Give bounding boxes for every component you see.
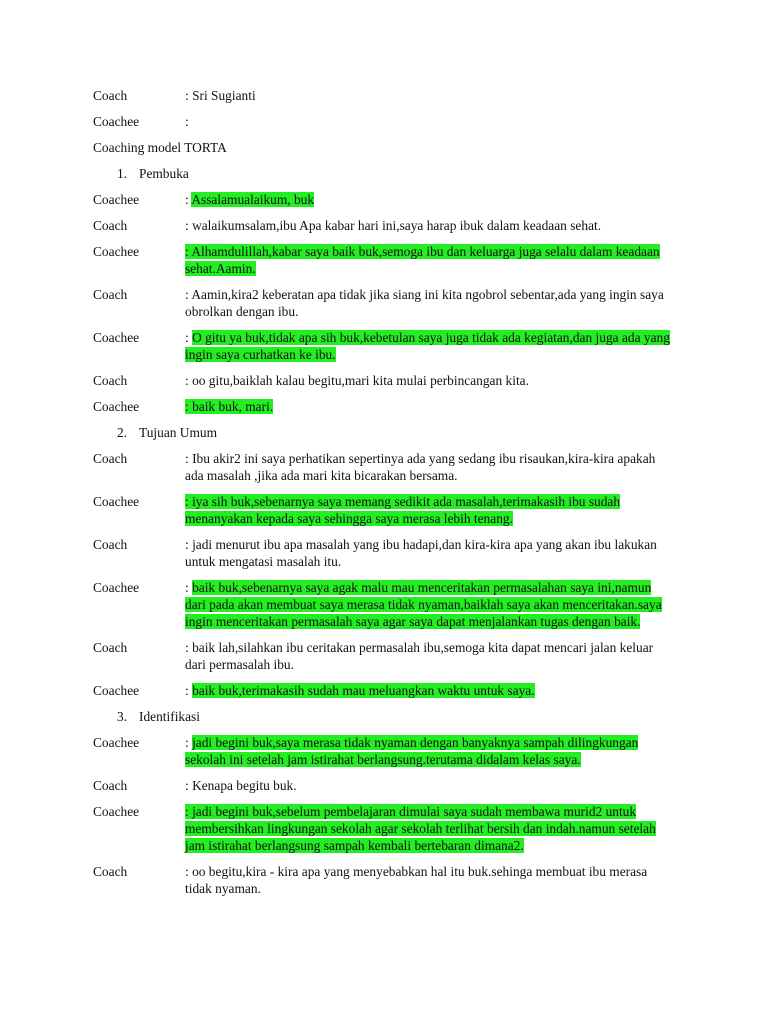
speaker-label: Coach	[93, 373, 128, 388]
speaker-label: Coachee	[93, 683, 140, 698]
dialogue-line	[93, 286, 673, 320]
speaker-label: Coach	[93, 451, 128, 466]
section-title: Identifikasi	[139, 709, 200, 724]
section-title: Tujuan Umum	[139, 425, 218, 440]
highlighted-dialogue-text: baik buk,sebenarnya saya agak malu mau menceritakan permasalahan saya ini,namun dari pada akan membuat saya merasa tidak nyaman,baiklah saya akan menceritakan.saya ingin menceritakan permasalah saya agar saya dapat menjalankan tugas dengan baik.	[185, 580, 662, 629]
coachee-name: :	[185, 114, 189, 129]
dialogue-text-container	[185, 734, 673, 768]
dialogue-text: : Aamin,kira2 keberatan apa tidak jika siang ini kita ngobrol sebentar,ada yang ingin saya obrolkan dengan ibu.	[185, 287, 664, 319]
dialogue-line	[93, 217, 673, 234]
dialogue-text: : Kenapa begitu buk.	[185, 778, 297, 793]
highlighted-dialogue-text: : Alhamdulillah,kabar saya baik buk,semoga ibu dan keluarga juga selalu dalam keadaan sehat.Aamin.	[185, 244, 660, 276]
speaker-label: Coachee	[93, 192, 140, 207]
dialogue-line	[93, 243, 673, 277]
dialogue-line	[93, 863, 673, 897]
dialogue-line	[93, 734, 673, 768]
coaching-model-title: Coaching model TORTA	[93, 140, 227, 155]
highlighted-dialogue-text: baik buk,terimakasih sudah mau meluangkan waktu untuk saya.	[192, 683, 535, 698]
speaker-label: Coachee	[93, 735, 140, 750]
dialogue-line	[93, 450, 673, 484]
highlighted-dialogue-text: : jadi begini buk,sebelum pembelajaran dimulai saya sudah membawa murid2 untuk membersihkan lingkungan sekolah agar sekolah terlihat bersih dan indah.namun setelah jam istirahat berlangsung sampah kembali bertebaran dimana2.	[185, 804, 656, 853]
dialogue-prefix: :	[185, 683, 193, 698]
dialogue-prefix: :	[185, 735, 193, 750]
dialogue-line	[93, 536, 673, 570]
dialogue-text-container	[185, 682, 673, 699]
dialogue-text-container	[185, 329, 673, 363]
dialogue-line	[93, 639, 673, 673]
dialogue-text-container	[185, 493, 673, 527]
dialogue-text: : oo gitu,baiklah kalau begitu,mari kita mulai perbincangan kita.	[185, 373, 529, 388]
dialogue-line	[93, 372, 673, 389]
highlighted-dialogue-text: Assalamualaikum, buk	[191, 192, 315, 207]
coach-label: Coach	[93, 88, 128, 103]
speaker-label: Coachee	[93, 580, 140, 595]
dialogue-line	[93, 398, 673, 415]
dialogue-text-container	[185, 639, 673, 673]
coach-row	[93, 87, 673, 104]
speaker-label: Coachee	[93, 804, 140, 819]
speaker-label: Coach	[93, 287, 128, 302]
dialogue-line	[93, 329, 673, 363]
dialogue-line	[93, 803, 673, 854]
dialogue-text-container	[185, 803, 673, 854]
section-heading	[93, 708, 673, 725]
coachee-row	[93, 113, 673, 130]
dialogue-prefix: :	[185, 580, 193, 595]
dialogue-text-container	[185, 863, 673, 897]
speaker-label: Coach	[93, 218, 128, 233]
dialogue-prefix: :	[185, 192, 192, 207]
dialogue-text-container	[185, 286, 673, 320]
speaker-label: Coach	[93, 778, 128, 793]
speaker-label: Coachee	[93, 399, 140, 414]
speaker-label: Coachee	[93, 494, 140, 509]
document-content	[93, 87, 673, 906]
dialogue-text-container	[185, 217, 673, 234]
dialogue-line	[93, 682, 673, 699]
highlighted-dialogue-text: : baik buk, mari.	[185, 399, 274, 414]
dialogue-line	[93, 777, 673, 794]
section-number: 2.	[117, 425, 128, 440]
dialogue-text-container	[185, 191, 673, 208]
dialogue-text-container	[185, 243, 673, 277]
speaker-label: Coachee	[93, 330, 140, 345]
dialogue-sections	[93, 165, 673, 897]
speaker-label: Coach	[93, 537, 128, 552]
coach-name: : Sri Sugianti	[185, 88, 256, 103]
dialogue-text: : baik lah,silahkan ibu ceritakan permasalah ibu,semoga kita dapat mencari jalan keluar dari permasalah ibu.	[185, 640, 654, 672]
section-number: 3.	[117, 709, 128, 724]
highlighted-dialogue-text: jadi begini buk,saya merasa tidak nyaman dengan banyaknya sampah dilingkungan sekolah ini setelah jam istirahat berlangsung.terutama didalam kelas saya.	[185, 735, 639, 767]
dialogue-text: : Ibu akir2 ini saya perhatikan sepertinya ada yang sedang ibu risaukan,kira-kira apakah ada masalah ,jika ada mari kita bicarakan bersama.	[185, 451, 656, 483]
section-number: 1.	[117, 166, 128, 181]
dialogue-prefix: :	[185, 330, 193, 345]
dialogue-line	[93, 493, 673, 527]
dialogue-text: : walaikumsalam,ibu Apa kabar hari ini,saya harap ibuk dalam keadaan sehat.	[185, 218, 602, 233]
dialogue-text-container	[185, 398, 673, 415]
speaker-label: Coachee	[93, 244, 140, 259]
dialogue-line	[93, 579, 673, 630]
dialogue-text-container	[185, 372, 673, 389]
dialogue-text-container	[185, 536, 673, 570]
dialogue-text: : oo begitu,kira - kira apa yang menyebabkan hal itu buk.sehinga membuat ibu merasa tidak nyaman.	[185, 864, 648, 896]
highlighted-dialogue-text: : iya sih buk,sebenarnya saya memang sedikit ada masalah,terimakasih ibu sudah menanyakan kepada saya sehingga saya merasa lebih tenang.	[185, 494, 621, 526]
dialogue-text-container	[185, 450, 673, 484]
dialogue-text-container	[185, 777, 673, 794]
dialogue-line	[93, 191, 673, 208]
section-title: Pembuka	[139, 166, 189, 181]
highlighted-dialogue-text: O gitu ya buk,tidak apa sih buk,kebetulan saya juga tidak ada kegiatan,dan juga ada yang ingin saya curhatkan ke ibu.	[185, 330, 670, 362]
speaker-label: Coach	[93, 864, 128, 879]
speaker-label: Coach	[93, 640, 128, 655]
section-heading	[93, 165, 673, 182]
coachee-label: Coachee	[93, 114, 140, 129]
section-heading	[93, 424, 673, 441]
dialogue-text-container	[185, 579, 673, 630]
dialogue-text: : jadi menurut ibu apa masalah yang ibu hadapi,dan kira-kira apa yang akan ibu lakukan untuk mengatasi masalah itu.	[185, 537, 657, 569]
